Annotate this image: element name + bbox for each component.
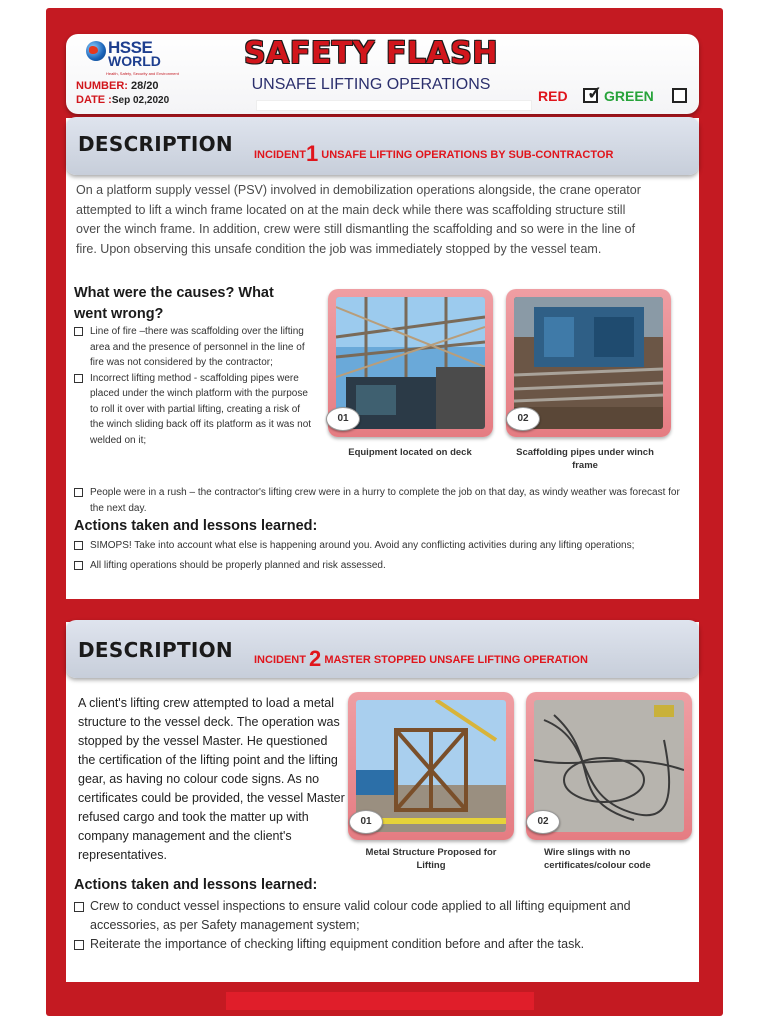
incident2-description: A client's lifting crew attempted to load a metal structure to the vessel deck. The operation was stopped by the vessel Master. He questioned the certification of the lifting point and the lifting gear, as having no colour code signs. As no certificates could be provided, the vessel Master refused cargo and took the matter up with company management and the client's representatives. <box>78 696 345 862</box>
action-text: SIMOPS! Take into account what else is happening around you. Avoid any conflicting activities during any lifting operations; <box>90 540 635 551</box>
flash-date <box>76 94 169 106</box>
green-label: GREEN <box>604 88 654 104</box>
page-subtitle: UNSAFE LIFTING OPERATIONS <box>251 76 491 93</box>
footer-bar <box>226 992 534 1010</box>
photo-badge: 02 <box>526 810 560 834</box>
cause-text: Line of fire –there was scaffolding over the lifting area and the presence of personnel in the line of fire was not considered by the contractor; <box>90 326 305 368</box>
incident1-description: On a platform supply vessel (PSV) involved in demobilization operations alongside, the crane operator attempted to lift a winch frame located on at the main deck while there was scaffolding structure still over the winch frame. In addition, crew were still dismantling the scaffolding and so were in the line of fire. Upon observing this unsafe condition the job was immediately stopped by the vessel team. <box>76 183 641 256</box>
actions-heading: Actions taken and lessons learned: <box>74 877 318 893</box>
incident-number: 2 <box>309 646 322 671</box>
description-title: DESCRIPTION <box>78 638 233 662</box>
flash-header <box>66 34 699 114</box>
checkbox-icon <box>74 902 84 912</box>
causes-list-continued <box>74 485 694 516</box>
checkbox-icon <box>74 561 83 570</box>
actions-list <box>74 538 694 574</box>
incident2-header <box>66 620 699 678</box>
cause-text: Incorrect lifting method - scaffolding pipes were placed under the winch platform with the purpose to roll it over with partial lifting, creating a risk of the winch sliding back off its platform as it was not welded on it; <box>90 372 312 446</box>
date-value: Sep 02,2020 <box>111 95 170 106</box>
checkbox-icon <box>74 488 83 497</box>
photo-caption: Wire slings with no certificates/colour code <box>544 847 651 871</box>
photo-metal-structure <box>348 692 514 840</box>
incident-word: INCIDENT <box>254 149 306 161</box>
incident-title: MASTER STOPPED UNSAFE LIFTING OPERATION <box>324 654 588 666</box>
action-text: Crew to conduct vessel inspections to ensure valid colour code applied to all lifting equipment and accessories, as per Safety management system; <box>90 899 631 932</box>
checkbox-icon <box>74 940 84 950</box>
causes-list <box>74 324 314 448</box>
photo-equipment-on-deck <box>328 289 493 437</box>
incident-number: 1 <box>305 141 319 166</box>
page-title: SAFETY FLASH <box>244 36 498 71</box>
list-item <box>74 538 694 554</box>
hsse-world-logo <box>84 38 179 80</box>
photo-caption: Metal Structure Proposed for Lifting <box>365 847 497 871</box>
red-label: RED <box>538 88 568 104</box>
number-label: NUMBER: <box>76 80 128 92</box>
photo-caption: Scaffolding pipes under winch frame <box>516 447 654 471</box>
description-title: DESCRIPTION <box>78 132 233 156</box>
photo-badge: 02 <box>506 407 540 431</box>
flash-number <box>76 80 159 92</box>
deck-equipment-image <box>336 297 485 429</box>
checkbox-icon <box>74 541 83 550</box>
rag-status <box>538 83 698 106</box>
number-value: 28/20 <box>131 80 159 92</box>
checkbox-icon <box>74 374 83 383</box>
list-item <box>74 897 694 935</box>
red-checkbox[interactable] <box>583 83 603 103</box>
green-checkbox[interactable] <box>672 88 687 103</box>
incident1-label <box>254 141 613 167</box>
causes-heading: What were the causes? What went wrong? <box>74 285 274 322</box>
list-item <box>74 324 314 371</box>
globe-icon <box>86 41 106 61</box>
action-text: All lifting operations should be properly planned and risk assessed. <box>90 560 386 571</box>
scaffolding-image <box>514 297 663 429</box>
photo-badge: 01 <box>326 407 360 431</box>
photo-caption: Equipment located on deck <box>348 447 472 458</box>
list-item <box>74 485 694 516</box>
incident1-header <box>66 117 699 175</box>
checkbox-icon <box>74 327 83 336</box>
logo-text-hsse: HSSE <box>108 38 153 57</box>
list-item <box>74 371 314 449</box>
photo-wire-slings <box>526 692 692 840</box>
incident-word: INCIDENT <box>254 654 306 666</box>
actions-list <box>74 897 694 954</box>
wire-slings-image <box>534 700 684 832</box>
subtitle-blank-bar <box>256 100 532 111</box>
photo-scaffolding-pipes <box>506 289 671 437</box>
logo-tagline: Health, Safety, Security and Environment <box>106 71 179 76</box>
cause-text: People were in a rush – the contractor's lifting crew were in a hurry to complete the job on that day, as windy weather was forecast for the next day. <box>90 487 680 514</box>
incident-title: UNSAFE LIFTING OPERATIONS BY SUB-CONTRACTOR <box>321 149 614 161</box>
date-label: DATE : <box>76 94 112 106</box>
checkmark-icon: ✓ <box>587 83 603 103</box>
logo-text-world: WORLD <box>108 53 161 69</box>
actions-heading: Actions taken and lessons learned: <box>74 518 318 534</box>
action-text: Reiterate the importance of checking lifting equipment condition before and after the task. <box>90 937 585 951</box>
list-item <box>74 935 694 954</box>
incident2-label <box>254 646 588 672</box>
photo-badge: 01 <box>349 810 383 834</box>
metal-structure-image <box>356 700 506 832</box>
list-item <box>74 558 694 574</box>
